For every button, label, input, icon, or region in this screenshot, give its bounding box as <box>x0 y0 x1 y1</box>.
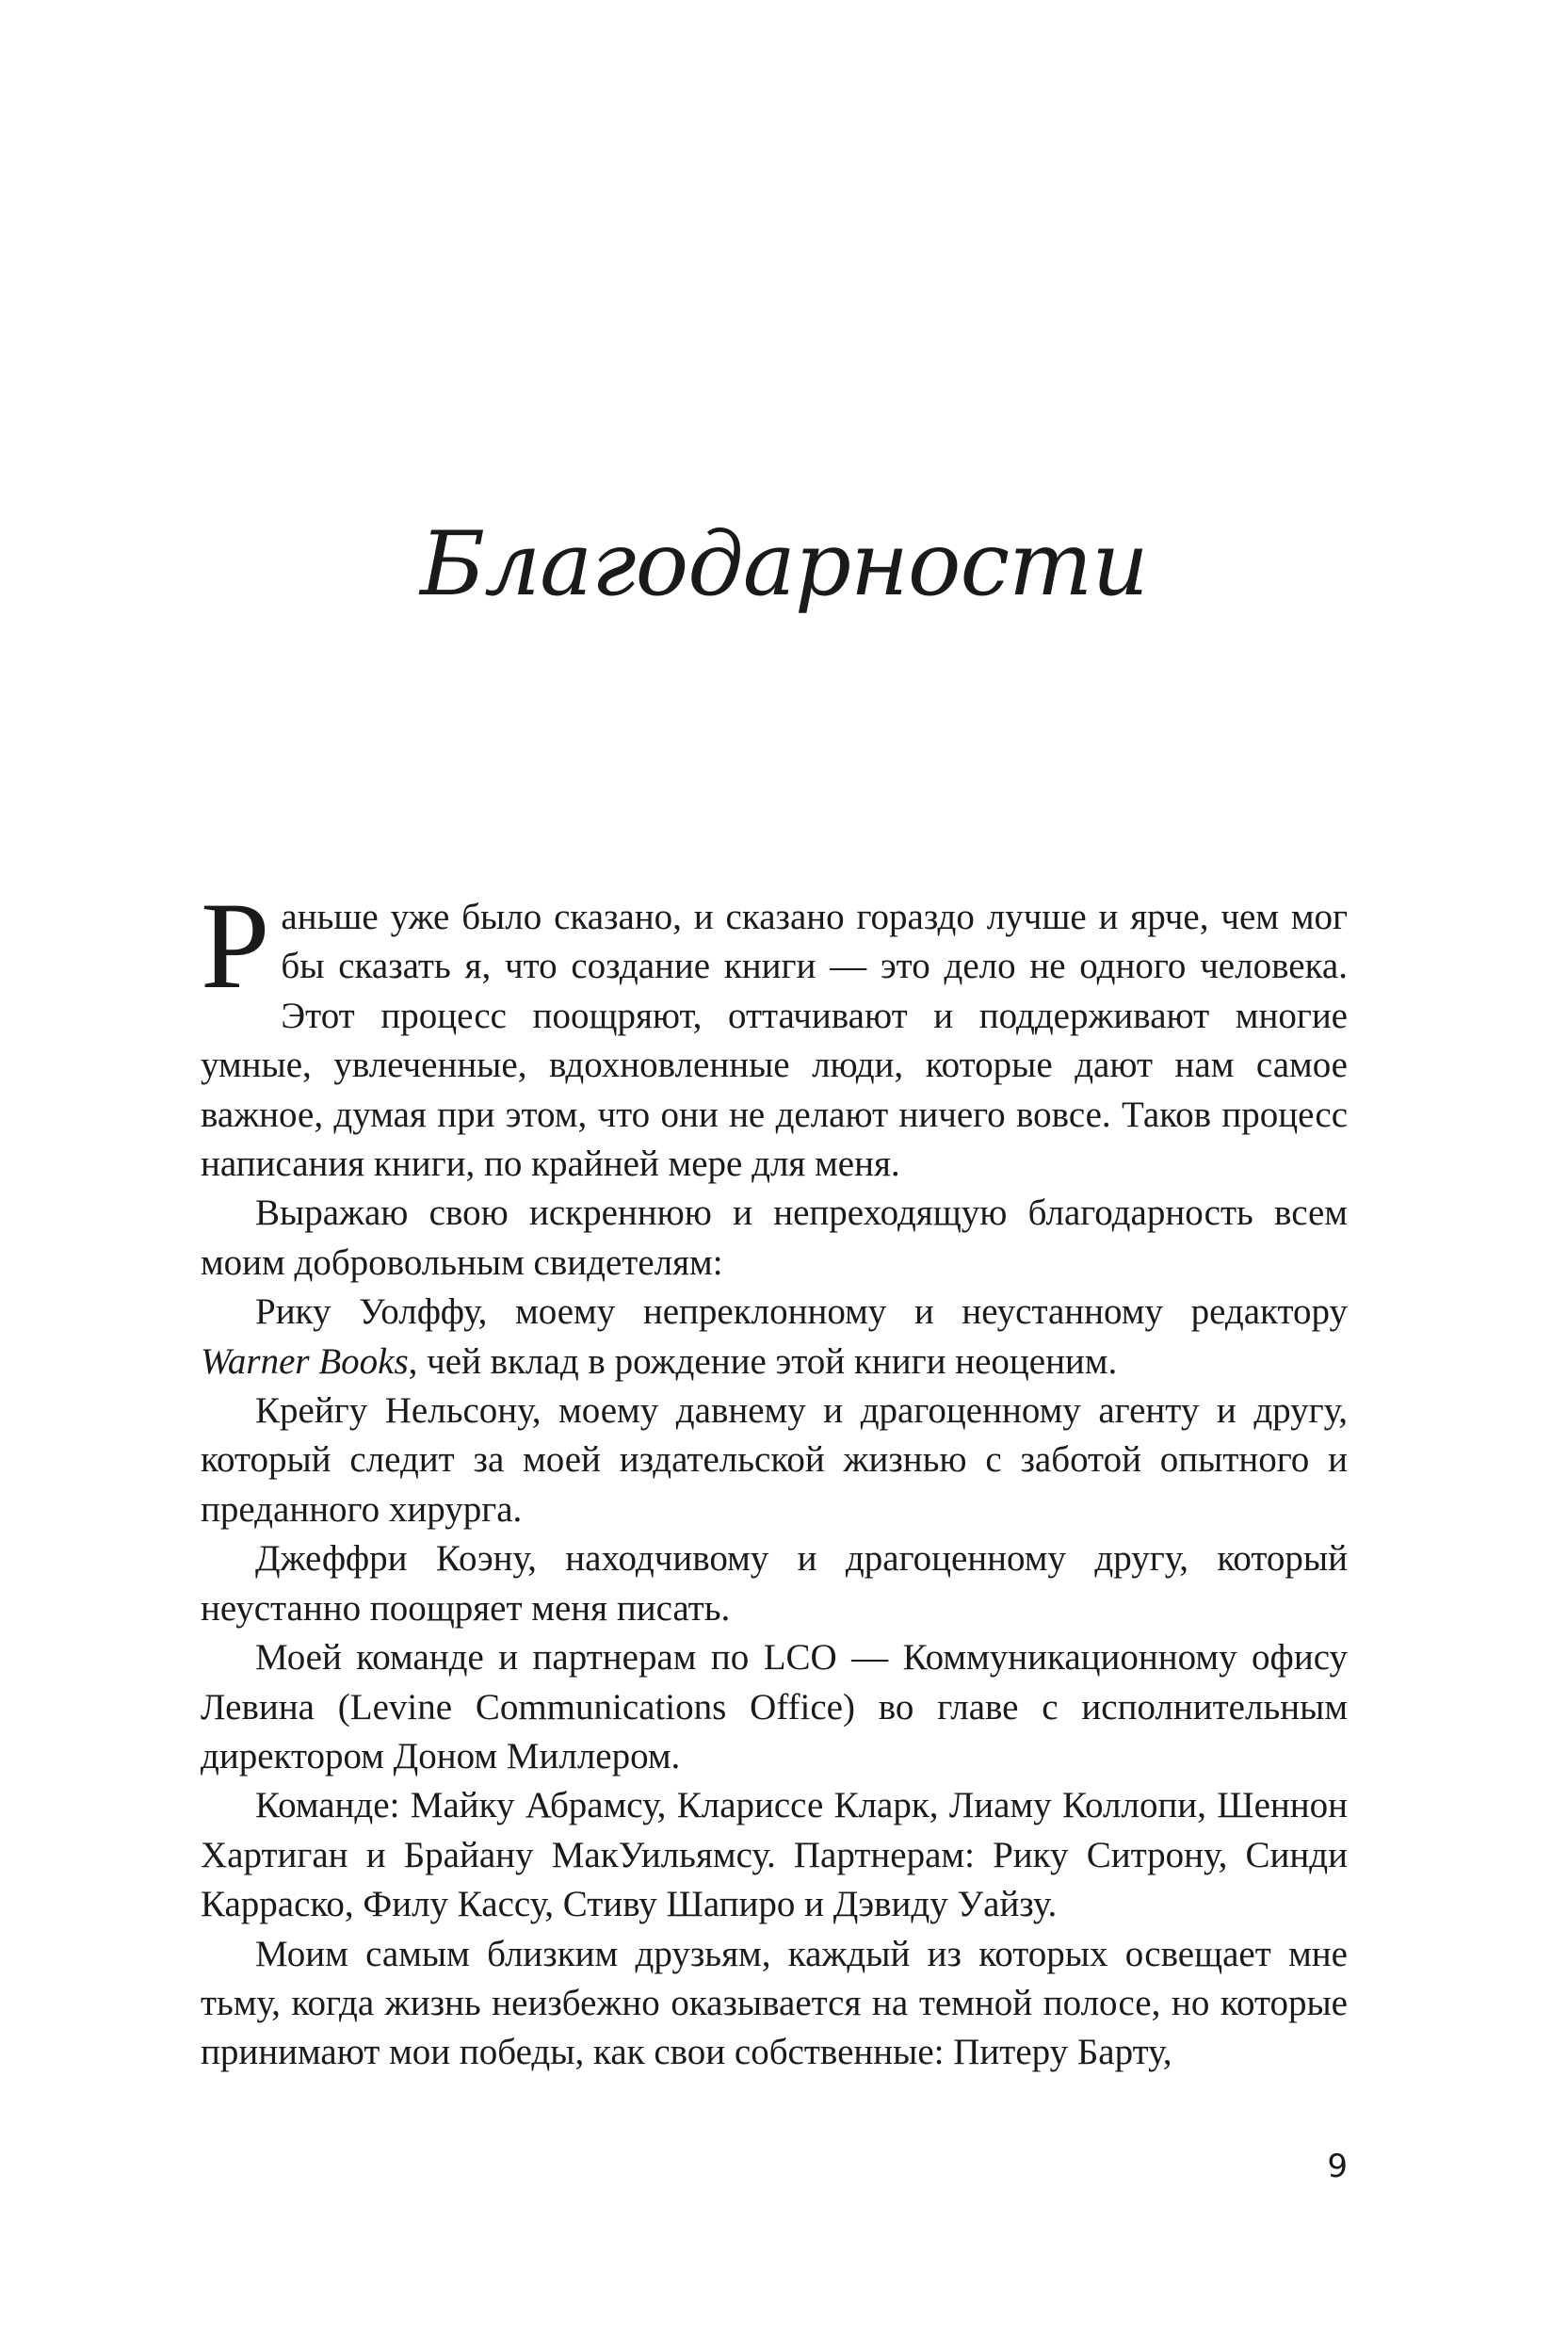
paragraph-team-partners: Команде: Майку Абрамсу, Клариссе Кларк, Лиаму Коллопи, Шеннон Хартиган и Брайану МакУильямсу. Партнерам: Рику Ситрону, Синди Карраско, Филу Кассу, Стиву Шапиро и Дэвиду Уайзу. <box>201 1785 1348 1925</box>
paragraph-lco-team: Моей команде и партнерам по LCO — Коммуникационному офису Левина (Levine Communications Office) во главе с исполнительным директором Доном Миллером. <box>201 1637 1348 1776</box>
chapter-title: Благодарности <box>420 513 1148 616</box>
paragraph-close-friends: Моим самым близким друзьям, каждый из которых освещает мне тьму, когда жизнь неизбежно оказывается на темной полосе, но которые принимают мои победы, как свои собственные: Питеру Барту, <box>201 1933 1348 2073</box>
paragraph-craig-nelson: Крейгу Нельсону, моему давнему и драгоценному агенту и другу, который следит за моей издательской жизнью с заботой опытного и преданного хирурга. <box>201 1390 1348 1530</box>
drop-cap: Р <box>201 876 270 1014</box>
paragraph-rick-wolff-text-before: Рику Уолффу, моему непреклонному и неустанному редактору <box>255 1291 1348 1333</box>
paragraph-rick-wolff <box>201 1288 1348 1387</box>
paragraph-intro-text: аньше уже было сказано, и сказано гораздо лучше и ярче, чем мог бы сказать я, что создание книги — это дело не одного человека. Этот процесс поощряют, оттачивают и поддерживают многие умные, увлеченные, вдохновленные люди, которые дают нам самое важное, думая при этом, что они не делают ничего вовсе. Таков процесс написания книги, по крайней мере для меня. <box>201 897 1348 1185</box>
paragraph-gratitude: Выражаю свою искреннюю и непреходящую благодарность всем моим добровольным свидетелям: <box>201 1192 1348 1283</box>
publisher-name: Warner Books <box>201 1340 409 1382</box>
body-text <box>201 876 1348 2078</box>
paragraph-jeffrey-cohen: Джеффри Коэну, находчивому и драгоценному другу, который неустанно поощряет меня писать. <box>201 1538 1348 1629</box>
page-number: 9 <box>1327 2148 1348 2185</box>
paragraph-intro <box>201 876 1348 1189</box>
paragraph-rick-wolff-text-after: , чей вклад в рождение этой книги неоценим. <box>408 1340 1118 1382</box>
